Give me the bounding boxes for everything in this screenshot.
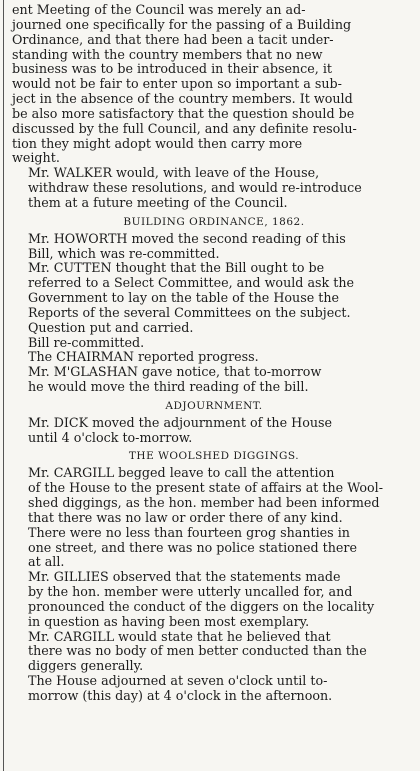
paragraph-cargill-1	[12, 466, 416, 570]
text-line: Mr. GILLIES observed that the statements made	[28, 569, 341, 585]
column-rule	[3, 0, 4, 771]
text-line: that there was no law or order there of any kind.	[28, 509, 343, 525]
text-line: at all.	[28, 554, 65, 570]
paragraph-council-meeting	[12, 3, 416, 166]
text-line: business was to be introduced in their absence, it	[12, 61, 333, 77]
paragraph-mglashan	[12, 365, 416, 395]
paragraph-dick	[12, 416, 416, 446]
text-line: tion they might adopt would then carry more	[12, 135, 303, 151]
text-line: ject in the absence of the country members. It would	[12, 91, 353, 107]
text-line: There were no less than fourteen grog shanties in	[28, 524, 350, 540]
text-line: discussed by the full Council, and any definite resolu-	[12, 120, 357, 136]
text-line: weight.	[12, 150, 60, 166]
text-line: of the House to the present state of affairs at the Wool-	[28, 480, 384, 496]
text-line: by the hon. member were utterly uncalled for, and	[28, 584, 353, 600]
text-line: Mr. M'GLASHAN gave notice, that to-morrow	[28, 364, 322, 380]
heading-adjournment: ADJOURNMENT.	[165, 399, 263, 412]
paragraph-howorth	[12, 232, 416, 262]
text-line: them at a future meeting of the Council.	[28, 194, 288, 210]
text-line: journed one specifically for the passing of a Building	[12, 16, 352, 32]
text-line: Mr. CUTTEN thought that the Bill ought to be	[28, 260, 325, 276]
heading-woolshed-diggings: THE WOOLSHED DIGGINGS.	[128, 450, 300, 463]
text-line: Mr. WALKER would, with leave of the House,	[28, 165, 320, 181]
text-line: Bill, which was re-committed.	[28, 245, 220, 261]
text-line: would not be fair to enter upon so important a sub-	[12, 76, 342, 92]
paragraph-chairman: The CHAIRMAN reported progress.	[28, 349, 259, 365]
text-line: The House adjourned at seven o'clock until to-	[28, 673, 328, 689]
text-line: Government to lay on the table of the House the	[28, 290, 340, 306]
paragraph-cargill-2	[12, 630, 416, 675]
text-line: pronounced the conduct of the diggers on the locality	[28, 598, 375, 614]
text-line: ent Meeting of the Council was merely an ad-	[12, 2, 306, 17]
text-line: diggers generally.	[28, 658, 144, 674]
text-line: morrow (this day) at 4 o'clock in the afternoon.	[28, 687, 333, 703]
text-line: shed diggings, as the hon. member had been informed	[28, 495, 380, 510]
paragraph-gillies	[12, 570, 416, 629]
text-line: Mr. DICK moved the adjournment of the House	[28, 414, 333, 430]
paragraph-question: Question put and carried.	[28, 319, 194, 335]
text-line: Mr. CARGILL begged leave to call the attention	[28, 465, 335, 481]
text-line: there was no body of men better conducted than the	[28, 643, 367, 659]
paragraph-house-adjourned	[12, 674, 416, 704]
text-line: one street, and there was no police stationed there	[28, 539, 357, 555]
text-line: be also more satisfactory that the question should be	[12, 105, 355, 121]
text-line: Ordinance, and that there had been a tacit under-	[12, 31, 334, 47]
text-line: he would move the third reading of the bill.	[28, 379, 309, 395]
text-line: Mr. CARGILL would state that he believed that	[28, 628, 331, 644]
text-line: standing with the country members that no new	[12, 46, 323, 62]
paragraph-walker	[12, 166, 416, 211]
article-column	[12, 3, 416, 704]
text-line: Mr. HOWORTH moved the second reading of this	[28, 230, 346, 246]
text-line: until 4 o'clock to-morrow.	[28, 429, 193, 445]
text-line: Reports of the several Committees on the subject.	[28, 304, 351, 320]
text-line: in question as having been most exemplary.	[28, 613, 310, 629]
paragraph-cutten	[12, 261, 416, 320]
heading-building-ordinance: BUILDING ORDINANCE, 1862.	[123, 215, 305, 228]
text-line: referred to a Select Committee, and would ask the	[28, 275, 355, 291]
paragraph-recommitted: Bill re-committed.	[28, 334, 145, 350]
text-line: withdraw these resolutions, and would re-introduce	[28, 180, 362, 196]
